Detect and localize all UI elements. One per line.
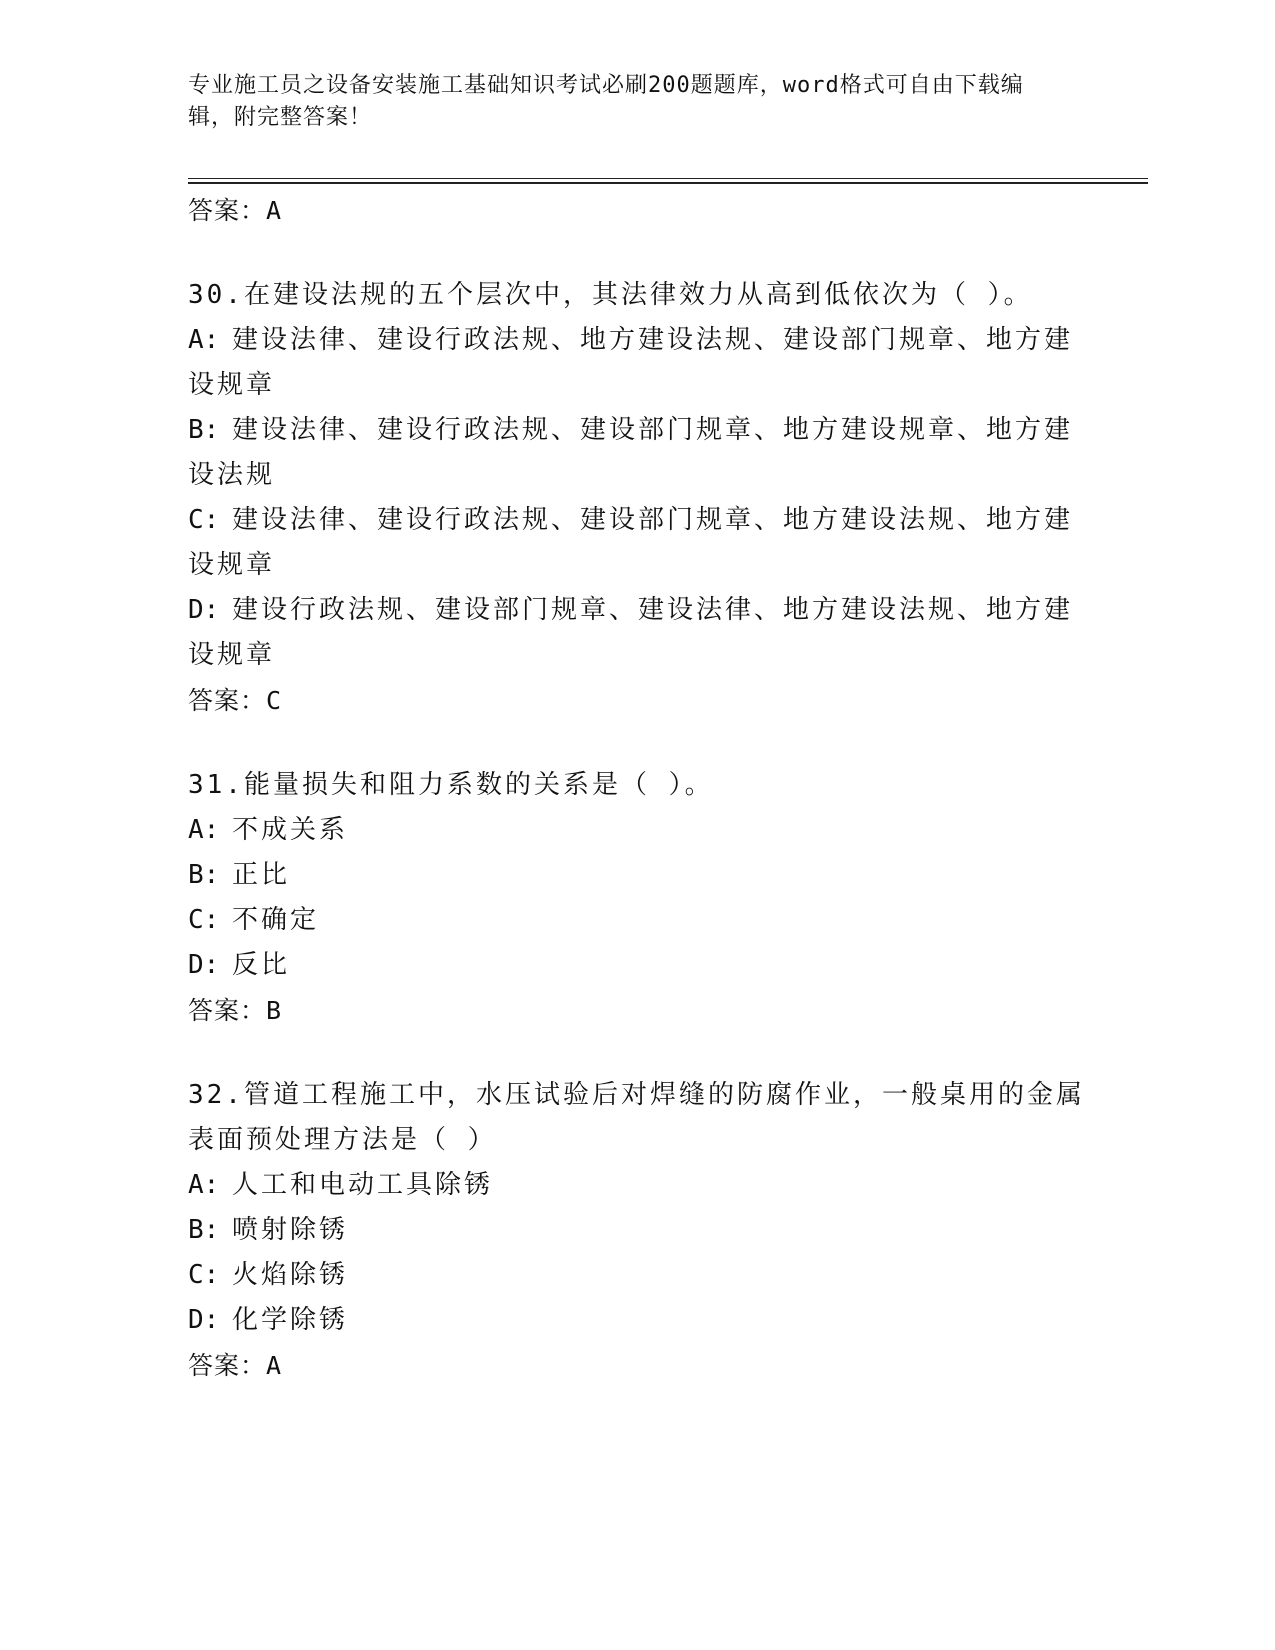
option-text: 正比	[232, 860, 291, 890]
option-letter: B:	[188, 415, 220, 445]
option-text: 建设法律、建设行政法规、地方建设法规、建设部门规章、地方建设规章	[188, 325, 1074, 400]
option-b	[188, 853, 1088, 898]
question-30	[188, 273, 1088, 723]
option-c	[188, 898, 1088, 943]
option-letter: A:	[188, 325, 220, 355]
question-32	[188, 1073, 1088, 1388]
option-text: 不确定	[232, 905, 320, 935]
option-letter: B:	[188, 1215, 220, 1245]
option-c	[188, 1253, 1088, 1298]
option-d	[188, 588, 1088, 678]
option-b	[188, 1208, 1088, 1253]
option-d	[188, 1298, 1088, 1343]
option-a	[188, 808, 1088, 853]
option-letter: D:	[188, 950, 220, 980]
option-d	[188, 943, 1088, 988]
option-b	[188, 408, 1088, 498]
option-letter: D:	[188, 1305, 220, 1335]
option-text: 建设行政法规、建设部门规章、建设法律、地方建设法规、地方建设规章	[188, 595, 1074, 670]
answer: 答案：B	[188, 996, 283, 1025]
option-letter: D:	[188, 595, 220, 625]
option-text: 反比	[232, 950, 291, 980]
question-stem: 31.能量损失和阻力系数的关系是（ ）。	[188, 770, 714, 800]
option-text: 不成关系	[232, 815, 349, 845]
option-letter: C:	[188, 505, 220, 535]
option-letter: A:	[188, 815, 220, 845]
document-header-title: 专业施工员之设备安装施工基础知识考试必刷200题题库，word格式可自由下载编辑，附完整答案！	[188, 73, 1024, 130]
option-text: 建设法律、建设行政法规、建设部门规章、地方建设法规、地方建设规章	[188, 505, 1074, 580]
option-text: 喷射除锈	[232, 1215, 349, 1245]
option-letter: B:	[188, 860, 220, 890]
answer: 答案：A	[188, 1351, 283, 1380]
question-stem: 32.管道工程施工中，水压试验后对焊缝的防腐作业，一般桌用的金属表面预处理方法是（ ）	[188, 1080, 1085, 1155]
option-text: 建设法律、建设行政法规、建设部门规章、地方建设规章、地方建设法规	[188, 415, 1074, 490]
option-letter: A:	[188, 1170, 220, 1200]
question-content	[188, 188, 1088, 1388]
answer: 答案：C	[188, 686, 283, 715]
option-text: 人工和电动工具除锈	[232, 1170, 494, 1200]
option-c	[188, 498, 1088, 588]
question-31	[188, 763, 1088, 1033]
header-divider-thick	[188, 182, 1148, 184]
option-letter: C:	[188, 1260, 220, 1290]
question-stem: 30.在建设法规的五个层次中，其法律效力从高到低依次为（ ）。	[188, 280, 1033, 310]
option-a	[188, 1163, 1088, 1208]
option-text: 火焰除锈	[232, 1260, 349, 1290]
option-text: 化学除锈	[232, 1305, 349, 1335]
header-divider-thin	[188, 178, 1148, 179]
option-a	[188, 318, 1088, 408]
option-letter: C:	[188, 905, 220, 935]
previous-answer: 答案：A	[188, 196, 283, 225]
